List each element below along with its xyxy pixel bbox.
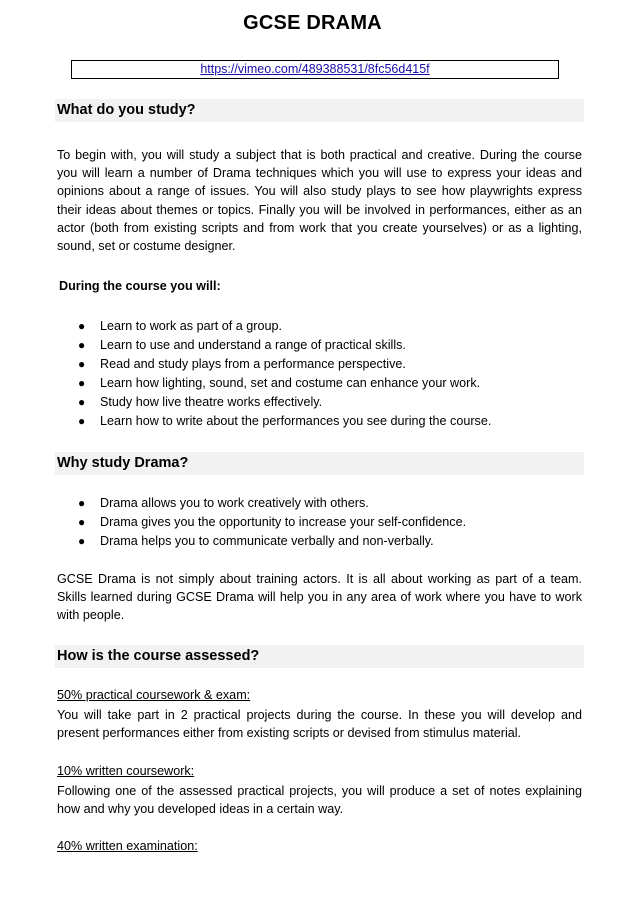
- study-paragraph: To begin with, you will study a subject that is both practical and creative. During the course you will learn a number of Drama techniques which you will use to express your ideas and opinions about a range of issues. You will also study plays to see how playwrights express their ideas about themes or topics. Finally you will be involved in performances, either as an actor (both from existing scripts and from work that you create yourselves) or as a lighting, sound, set or costume designer.: [57, 148, 582, 254]
- practical-label: 50% practical coursework & exam:: [57, 688, 251, 702]
- page-title: GCSE DRAMA: [243, 12, 382, 34]
- list-item: ● Learn to use and understand a range of practical skills.: [74, 336, 491, 355]
- bullet-icon: ●: [78, 357, 86, 372]
- list-item: ● Drama helps you to communicate verbally and non-verbally.: [74, 532, 466, 551]
- video-link-box: [71, 60, 559, 79]
- section-heading-why: Why study Drama?: [55, 452, 584, 475]
- list-item: ● Learn how lighting, sound, set and costume can enhance your work.: [74, 374, 491, 393]
- written-coursework-label: 10% written coursework:: [57, 764, 195, 778]
- bullet-icon: ●: [78, 534, 86, 549]
- bullet-icon: ●: [78, 515, 86, 530]
- practical-text: You will take part in 2 practical projects during the course. In these you will develop and present performances either from existing scripts or devised from stimulus material.: [57, 708, 582, 741]
- list-item: ● Study how live theatre works effectively.: [74, 393, 491, 412]
- course-list: [74, 317, 491, 432]
- list-item: ● Learn to work as part of a group.: [74, 317, 491, 336]
- bullet-icon: ●: [78, 376, 86, 391]
- bullet-icon: ●: [78, 338, 86, 353]
- bullet-icon: ●: [78, 395, 86, 410]
- why-list: [74, 494, 466, 551]
- written-exam-label: 40% written examination:: [57, 839, 198, 853]
- list-item: ● Learn how to write about the performances you see during the course.: [74, 412, 491, 431]
- bullet-icon: ●: [78, 496, 86, 510]
- bullet-icon: ●: [78, 414, 86, 429]
- why-paragraph: GCSE Drama is not simply about training actors. It is all about working as part of a team. Skills learned during GCSE Drama will help you in any area of work where you have to work with people.: [57, 572, 582, 623]
- written-coursework-text: Following one of the assessed practical projects, you will produce a set of notes explaining how and why you developed ideas in a certain way.: [57, 784, 582, 817]
- course-subheading: During the course you will:: [59, 279, 221, 293]
- list-item: ● Drama gives you the opportunity to increase your self-confidence.: [74, 513, 466, 532]
- list-item: ● Drama allows you to work creatively with others.: [74, 494, 466, 513]
- list-item: ● Read and study plays from a performance perspective.: [74, 355, 491, 374]
- bullet-icon: ●: [78, 319, 86, 333]
- section-heading-assessed: How is the course assessed?: [55, 645, 584, 668]
- section-heading-study: What do you study?: [55, 99, 584, 122]
- video-link[interactable]: https://vimeo.com/489388531/8fc56d415f: [200, 62, 430, 76]
